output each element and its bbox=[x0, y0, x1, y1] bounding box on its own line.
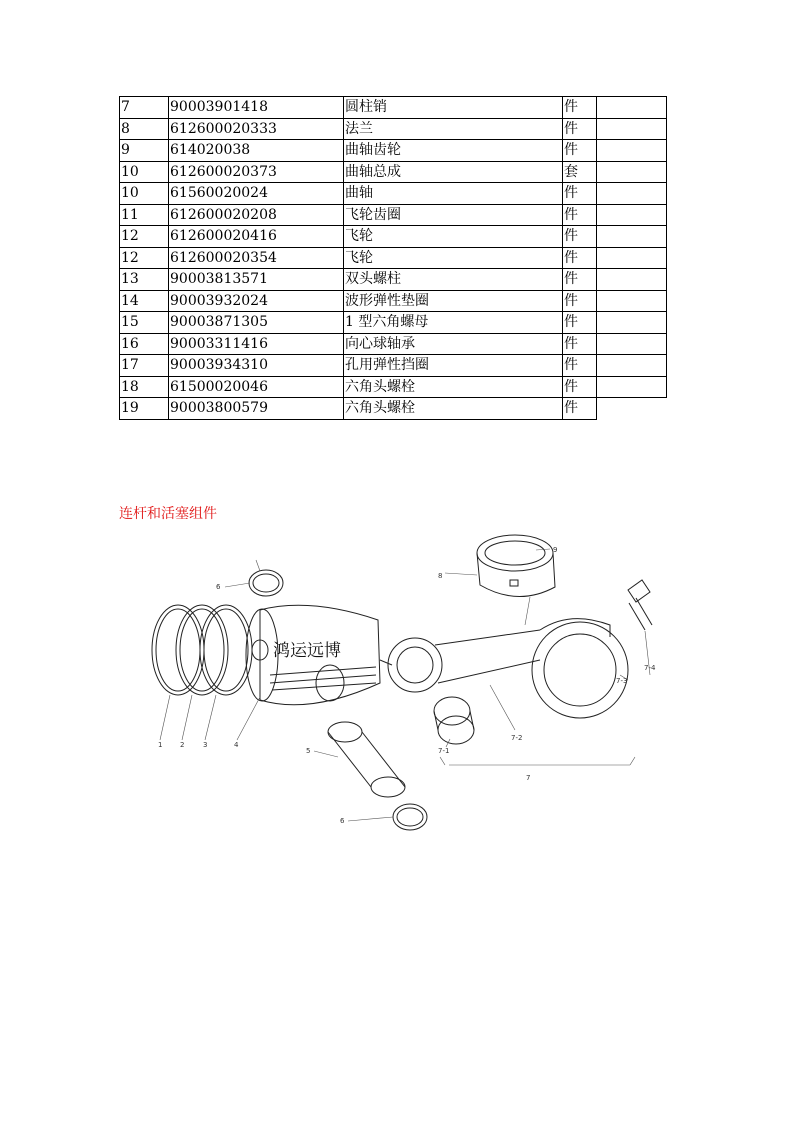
callout-6-top: 6 bbox=[216, 583, 221, 591]
table-row bbox=[120, 290, 667, 312]
part-name-cell: 向心球轴承 bbox=[344, 333, 563, 355]
item-number-cell: 14 bbox=[120, 290, 169, 312]
circlip-bottom bbox=[393, 804, 427, 830]
empty-cell bbox=[597, 269, 667, 291]
item-number-cell: 12 bbox=[120, 226, 169, 248]
unit-cell: 件 bbox=[563, 312, 597, 334]
unit-cell: 件 bbox=[563, 333, 597, 355]
table-row bbox=[120, 312, 667, 334]
part-name-cell: 六角头螺栓 bbox=[344, 376, 563, 398]
item-number-cell: 10 bbox=[120, 183, 169, 205]
small-end-bushing bbox=[434, 697, 474, 744]
unit-cell: 件 bbox=[563, 204, 597, 226]
callout-4: 4 bbox=[234, 741, 239, 749]
leader-lines bbox=[160, 549, 650, 821]
part-code-cell: 90003932024 bbox=[169, 290, 344, 312]
callout-5: 5 bbox=[306, 747, 311, 755]
section-title: 连杆和活塞组件 bbox=[119, 506, 217, 522]
part-code-cell: 90003871305 bbox=[169, 312, 344, 334]
unit-cell: 件 bbox=[563, 140, 597, 162]
callout-8: 8 bbox=[438, 572, 443, 580]
table-row bbox=[120, 247, 667, 269]
item-number-cell: 17 bbox=[120, 355, 169, 377]
item-number-cell: 11 bbox=[120, 204, 169, 226]
part-code-cell: 90003800579 bbox=[169, 398, 344, 420]
connecting-rod-piston-diagram bbox=[140, 525, 680, 835]
piston-ring-3 bbox=[200, 605, 252, 695]
item-number-cell: 19 bbox=[120, 398, 169, 420]
part-code-cell: 61560020024 bbox=[169, 183, 344, 205]
part-code-cell: 90003813571 bbox=[169, 269, 344, 291]
part-code-cell: 612600020354 bbox=[169, 247, 344, 269]
callout-7-4: 7-4 bbox=[644, 664, 656, 672]
table-row bbox=[120, 269, 667, 291]
part-code-cell: 90003311416 bbox=[169, 333, 344, 355]
unit-cell: 件 bbox=[563, 183, 597, 205]
part-name-cell: 曲轴总成 bbox=[344, 161, 563, 183]
part-name-cell: 1 型六角螺母 bbox=[344, 312, 563, 334]
unit-cell: 件 bbox=[563, 376, 597, 398]
part-name-cell: 六角头螺栓 bbox=[344, 398, 563, 420]
piston-pin bbox=[328, 722, 405, 797]
table-row bbox=[120, 204, 667, 226]
table-row bbox=[120, 118, 667, 140]
empty-cell bbox=[597, 140, 667, 162]
table-row bbox=[120, 398, 667, 420]
table-row bbox=[120, 97, 667, 119]
callout-1: 1 bbox=[158, 741, 163, 749]
part-name-cell: 法兰 bbox=[344, 118, 563, 140]
part-code-cell: 90003901418 bbox=[169, 97, 344, 119]
rod-bolt bbox=[628, 580, 652, 630]
part-name-cell: 孔用弹性挡圈 bbox=[344, 355, 563, 377]
part-code-cell: 90003934310 bbox=[169, 355, 344, 377]
table-row bbox=[120, 183, 667, 205]
empty-cell bbox=[597, 247, 667, 269]
item-number-cell: 12 bbox=[120, 247, 169, 269]
empty-cell bbox=[597, 204, 667, 226]
part-code-cell: 612600020333 bbox=[169, 118, 344, 140]
part-name-cell: 波形弹性垫圈 bbox=[344, 290, 563, 312]
unit-cell: 件 bbox=[563, 226, 597, 248]
empty-cell bbox=[597, 226, 667, 248]
circlip-top bbox=[249, 570, 283, 596]
item-number-cell: 18 bbox=[120, 376, 169, 398]
table-row bbox=[120, 333, 667, 355]
empty-cell bbox=[597, 183, 667, 205]
callout-3: 3 bbox=[203, 741, 208, 749]
unit-cell: 件 bbox=[563, 355, 597, 377]
callout-7-1: 7-1 bbox=[438, 747, 450, 755]
unit-cell: 件 bbox=[563, 118, 597, 140]
empty-cell bbox=[597, 312, 667, 334]
table-row bbox=[120, 355, 667, 377]
parts-table bbox=[119, 96, 667, 420]
item-number-cell: 15 bbox=[120, 312, 169, 334]
empty-cell bbox=[597, 333, 667, 355]
part-code-cell: 61500020046 bbox=[169, 376, 344, 398]
empty-cell bbox=[597, 376, 667, 398]
item-number-cell: 13 bbox=[120, 269, 169, 291]
item-number-cell: 16 bbox=[120, 333, 169, 355]
part-name-cell: 飞轮 bbox=[344, 226, 563, 248]
callout-7-2: 7-2 bbox=[511, 734, 523, 742]
empty-cell bbox=[597, 161, 667, 183]
piston-ring-2 bbox=[176, 605, 228, 695]
unit-cell: 套 bbox=[563, 161, 597, 183]
part-name-cell: 飞轮 bbox=[344, 247, 563, 269]
unit-cell: 件 bbox=[563, 247, 597, 269]
part-name-cell: 曲轴 bbox=[344, 183, 563, 205]
empty-cell bbox=[597, 118, 667, 140]
part-name-cell: 飞轮齿圈 bbox=[344, 204, 563, 226]
unit-cell: 件 bbox=[563, 269, 597, 291]
part-name-cell: 曲轴齿轮 bbox=[344, 140, 563, 162]
table-row bbox=[120, 140, 667, 162]
connecting-rod bbox=[388, 619, 628, 718]
callout-2: 2 bbox=[180, 741, 185, 749]
unit-cell: 件 bbox=[563, 290, 597, 312]
exploded-view-drawing bbox=[140, 525, 680, 835]
part-code-cell: 612600020373 bbox=[169, 161, 344, 183]
item-number-cell: 9 bbox=[120, 140, 169, 162]
part-code-cell: 612600020208 bbox=[169, 204, 344, 226]
table-row bbox=[120, 376, 667, 398]
part-code-cell: 612600020416 bbox=[169, 226, 344, 248]
callout-9: 9 bbox=[553, 546, 558, 554]
item-number-cell: 8 bbox=[120, 118, 169, 140]
parts-table-body bbox=[120, 97, 667, 420]
table-row bbox=[120, 226, 667, 248]
empty-cell bbox=[597, 355, 667, 377]
item-number-cell: 7 bbox=[120, 97, 169, 119]
watermark: 鸿运远博 bbox=[273, 641, 341, 661]
piston-ring-1 bbox=[152, 605, 204, 695]
bearing-shell bbox=[477, 535, 558, 597]
part-code-cell: 614020038 bbox=[169, 140, 344, 162]
part-name-cell: 圆柱销 bbox=[344, 97, 563, 119]
callout-6-bottom: 6 bbox=[340, 817, 345, 825]
empty-cell bbox=[597, 290, 667, 312]
table-row bbox=[120, 161, 667, 183]
item-number-cell: 10 bbox=[120, 161, 169, 183]
callout-7: 7 bbox=[526, 774, 531, 782]
part-name-cell: 双头螺柱 bbox=[344, 269, 563, 291]
callout-7-3: 7-3 bbox=[616, 677, 628, 685]
unit-cell: 件 bbox=[563, 398, 597, 420]
empty-cell bbox=[597, 97, 667, 119]
empty-cell bbox=[597, 398, 667, 420]
unit-cell: 件 bbox=[563, 97, 597, 119]
